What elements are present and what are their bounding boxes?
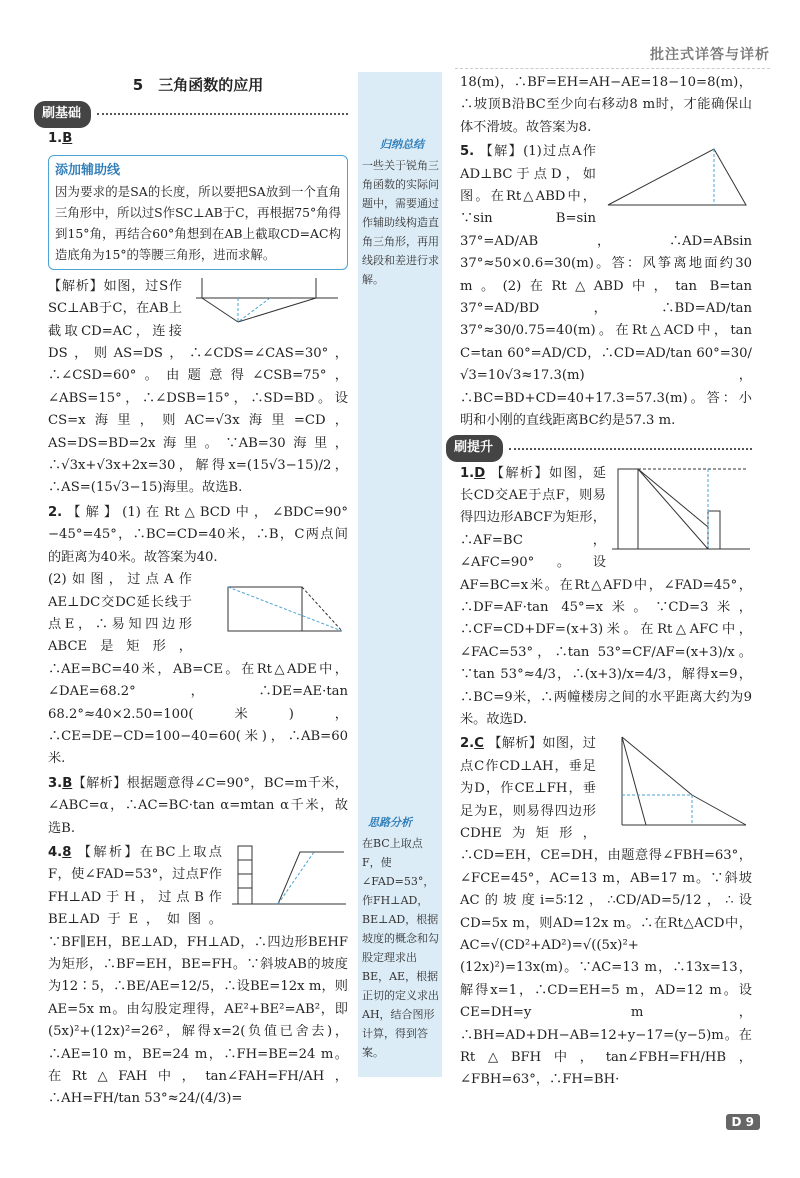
section-title: 5 三角函数的应用: [132, 76, 264, 94]
q4-continued: 18(m)，∴BF=EH=AH−AE=18−10=8(m)，∴坡顶B沿BC至少向右移动8 m时，才能确保山体不滑坡。故答案为8.: [460, 75, 752, 135]
q1-tip-box: [48, 155, 348, 270]
banner-basic: [34, 102, 348, 126]
p2: 2.C 【解析】如图，过点C作CD⊥AH，垂足为D，作CE⊥FH，垂足为E，则易得四边形CDHE为矩形，∴CD=EH，CE=DH，由题意得∠FBH=63°，∠FCE=45°，AC=13 m，AB=17 m。∵斜坡AC的坡度i=5∶12，∴CD/AD=5/12，∴设CD=5x m，则AD=12x m。∴在Rt△ACD中，AC=√(CD²+AD²)=√((5x)²+(12x)²)=13x(m)。∵AC=13 m，∴13x=13，解得x=1，∴CD=EH=5 m，AD=12 m。设CE=DH=y m，∴BH=AD+DH−AB=12+y−17=(y−5)m。在Rt△BFH中，tan∠FBH=FH/HB，∠FBH=63°，∴FH=BH·: [460, 733, 752, 1092]
q1-answer: B: [62, 131, 73, 147]
q1-tip-body: 因为要求的是SA的长度，所以要把SA放到一个直角三角形中，所以过S作SC⊥AB于C，再根据75°角得到15°角，再结合60°角想到在AB上截取CD=AC构造底角为15°的等腰三角形，进而求解。: [55, 183, 341, 262]
header-divider: [455, 68, 770, 69]
q2-part2: (2)如图，过点A作AE⊥DC交DC延长线于点E，∴易知四边形ABCE是矩形，∴AE=BC=40米，AB=CE。在Rt△ADE中，∠DAE=68.2°，∴DE=AE·tan 68.2°≈40×2.50=100(米)，∴CE=DE−CD=100−40=60(米)，∴AB=60米.: [48, 572, 348, 767]
left-column: [42, 72, 348, 1111]
banner-advance: [446, 437, 752, 461]
q2-part1: 2.【解】(1)在Rt△BCD中，∠BDC=90°−45°=45°，∴BC=CD=40米，∴B，C两点间的距离为40米。故答案为40.: [48, 504, 348, 565]
p1-body: 【解析】如图，延长CD交AE于点F，则易得四边形ABCF为矩形，∴AF=BC，∠AFC=90°。设AF=BC=x米。在Rt△AFD中，∠FAD=45°，∴DF=AF·tan 45°=x米。∵CD=3米，∴CF=CD+DF=(x+3)米。在Rt△AFC中，∠FAC=53°，∴tan 53°=CF/AF=(x+3)/x。∵tan 53°≈4/3，∴(x+3)/x=4/3，解得x=9，∴BC=9米，∴两幢楼房之间的水平距离大约为9米。故选D.: [460, 465, 752, 727]
q1-figure: [188, 276, 348, 338]
note-title-summary: 归纳总结: [380, 138, 424, 151]
q1-header: 1.B: [48, 131, 73, 147]
note-summary: 一些关于锐角三角函数的实际问题中，需要通过作辅助线构造直角三角形，再用线段和差进行求解。: [362, 159, 439, 286]
p1-figure: [612, 463, 752, 559]
p1: 1.D 【解析】如图，延长CD交AE于点F，则易得四边形ABCF为矩形，∴AF=BC，∠AFC=90°。设AF=BC=x米。在Rt△AFD中，∠FAD=45°，∴DF=AF·tan 45°=x米。∵CD=3米，∴CF=CD+DF=(x+3)米。在Rt△AFC中，∠FAC=53°，∴tan 53°=CF/AF=(x+3)/x。∵tan 53°≈4/3，∴(x+3)/x=4/3，解得x=9，∴BC=9米，∴两幢楼房之间的水平距离大约为9米。故选D.: [460, 463, 752, 732]
q5: 5. 【解】(1)过点A作AD⊥BC于点D，如图。在Rt△ABD中，∵sin B=sin 37°=AD/AB，∴AD=ABsin 37°≈50×0.6=30(m)。答：风筝离地面约30 m。(2)在Rt△ABD中，tan B=tan 37°=AD/BD，∴BD=AD/tan 37°≈30/0.75=40(m)。在Rt△ACD中，tan C=tan 60°=AD/CD，∴CD=AD/tan 60°=30/√3=10√3≈17.3(m)，∴BC=BD+CD=40+17.3=57.3(m)。答：小明和小刚的直线距离BC约是57.3 m.: [460, 141, 752, 432]
q4-body: 【解析】在BC上取点F，使∠FAD=53°，过点F作FH⊥AD于H，过点B作BE⊥AD于E，如图。∵BF∥EH，BE⊥AD，FH⊥AD，∴四边形BEHF为矩形，∴BF=EH，BE=FH。∵斜坡AB的坡度为12∶5，∴BE/AE=12/5，∴设BE=12x m，则AE=5x m。由勾股定理得，AE²+BE²=AB²，即(5x)²+(12x)²=26²，解得x=2(负值已舍去)，∴AE=10 m，BE=24 m，∴FH=BE=24 m。在Rt△FAH中，tan∠FAH=FH/AH，∴AH=FH/tan 53°≈24/(4/3)=: [48, 844, 348, 1107]
q1-body: 【解析】如图，过S作SC⊥AB于C，在AB上截取CD=AC，连接DS，则AS=DS，∴∠CDS=∠CAS=30°，∴∠CSD=60°。由题意得∠CSB=75°，∠ABS=15°，∴∠DSB=15°，∴SD=BD。设CS=x海里，则AC=√3x海里=CD，AS=DS=BD=2x海里。∵AB=30海里，∴√3x+√3x+2x=30，解得x=(15√3−15)/2，∴AS=(15√3−15)海里。故选B.: [48, 278, 348, 496]
header-title: 批注式详答与详析: [650, 47, 770, 63]
note-analysis: 在BC上取点F，使∠FAD=53°，作FH⊥AD，BE⊥AD，根据坡度的概念和勾股定理求出BE，AE，根据正切的定义求出AH，结合图形计算，得到答案。: [362, 837, 439, 1059]
q2-figure: [198, 569, 348, 643]
q5-figure: [602, 141, 752, 215]
page-number: D 9: [726, 1114, 761, 1130]
banner-basic-label: 刷基础: [34, 101, 91, 127]
banner-advance-label: 刷提升: [446, 435, 503, 461]
p2-figure: [602, 733, 752, 837]
q4: 4.8 【解析】在BC上取点F，使∠FAD=53°，过点F作FH⊥AD于H，过点B作BE⊥AD于E，如图。∵BF∥EH，BE⊥AD，FH⊥AD，∴四边形BEHF为矩形，∴BF=EH，BE=FH。∵斜坡AB的坡度为12∶5，∴BE/AE=12/5，∴设BE=12x m，则AE=5x m。由勾股定理得，AE²+BE²=AB²，即(5x)²+(12x)²=26²，解得x=2(负值已舍去)，∴AE=10 m，BE=24 m，∴FH=BE=24 m。在Rt△FAH中，tan∠FAH=FH/AH，∴AH=FH/tan 53°≈24/(4/3)=: [48, 842, 348, 1111]
p2-body: 【解析】如图，过点C作CD⊥AH，垂足为D，作CE⊥FH，垂足为E，则易得四边形CDHE为矩形，∴CD=EH，CE=DH，由题意得∠FBH=63°，∠FCE=45°，AC=13 m，AB=17 m。∵斜坡AC的坡度i=5∶12，∴CD/AD=5/12，∴设CD=5x m，则AD=12x m。∴在Rt△ACD中，AC=√(CD²+AD²)=√((5x)²+(12x)²)=13x(m)。∵AC=13 m，∴13x=13，解得x=1，∴CD=EH=5 m，AD=12 m。设CE=DH=y m，∴BH=AD+DH−AB=12+y−17=(y−5)m。在Rt△BFH中，tan∠FBH=FH/HB，∠FBH=63°，∴FH=BH·: [460, 736, 752, 1088]
right-column: [454, 72, 752, 1092]
q1-tip-title: 添加辅助线: [55, 162, 121, 178]
note-title-analysis: 思路分析: [368, 816, 412, 829]
q4-figure: [228, 842, 348, 912]
q5-body: 【解】(1)过点A作AD⊥BC于点D，如图。在Rt△ABD中，∵sin B=sin 37°=AD/AB，∴AD=ABsin 37°≈50×0.6=30(m)。答：风筝离地面约30 m。(2)在Rt△ABD中，tan B=tan 37°=AD/BD，∴BD=AD/tan 37°≈30/0.75=40(m)。在Rt△ACD中，tan C=tan 60°=AD/CD，∴CD=AD/tan 60°=30/√3=10√3≈17.3(m)，∴BC=BD+CD=40+17.3=57.3(m)。答：小明和小刚的直线距离BC约是57.3 m.: [460, 144, 752, 429]
q3: 3.B【解析】根据题意得∠C=90°，BC=m千米，∠ABC=α，∴AC=BC·tan α=mtan α千米，故选B.: [48, 775, 348, 836]
